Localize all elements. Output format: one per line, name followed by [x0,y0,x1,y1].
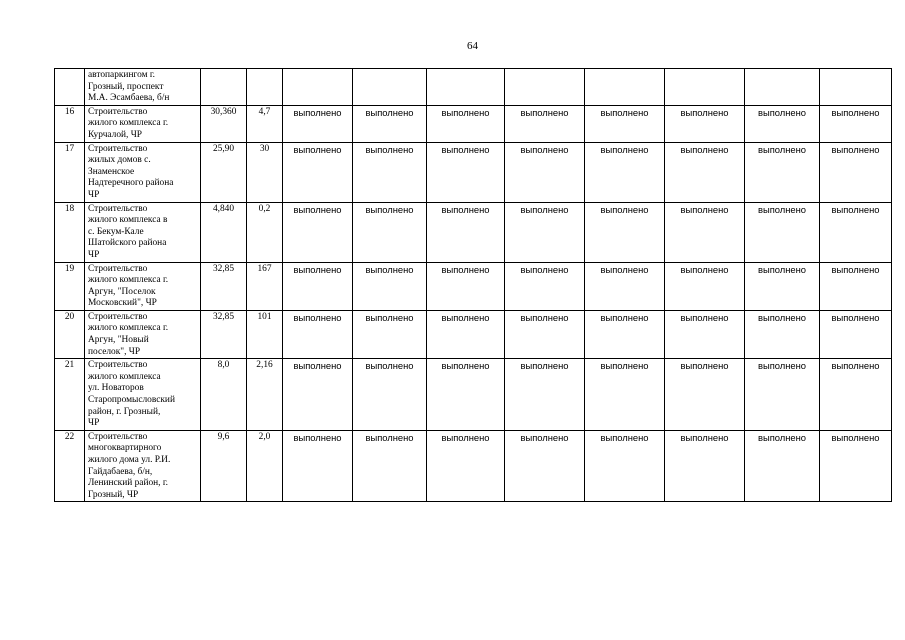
status-cell: выполнено [745,262,820,310]
status-cell [427,69,505,106]
status-cell: выполнено [283,359,353,431]
status-cell: выполнено [427,262,505,310]
table-row [55,105,892,142]
value-cell-2: 4,7 [247,105,283,142]
status-cell: выполнено [745,430,820,502]
project-name-cell [85,202,201,262]
status-cell [820,69,892,106]
value-cell-1: 30,360 [201,105,247,142]
status-cell: выполнено [745,310,820,358]
status-cell: выполнено [585,202,665,262]
status-cell: выполнено [505,359,585,431]
table-row [55,69,892,106]
status-cell: выполнено [353,142,427,202]
status-cell: выполнено [283,142,353,202]
value-cell-1: 32,85 [201,310,247,358]
status-cell: выполнено [283,105,353,142]
table-row [55,310,892,358]
status-cell: выполнено [427,430,505,502]
project-name-text: автопаркингом г. Грозный, проспект М.А. Эсамбаева, б/н [88,70,170,104]
project-name-text: Строительство жилого комплекса в с. Бекум-Кале Шатойского района ЧР [88,203,168,260]
status-cell: выполнено [585,142,665,202]
project-name-cell [85,310,201,358]
status-cell: выполнено [665,310,745,358]
status-cell: выполнено [505,430,585,502]
status-cell: выполнено [820,105,892,142]
status-cell: выполнено [665,142,745,202]
table-row [55,142,892,202]
project-name-text: Строительство жилого комплекса г. Аргун, "Поселок Московский", ЧР [88,263,169,309]
value-cell-1: 25,90 [201,142,247,202]
status-cell: выполнено [505,105,585,142]
value-cell-2: 2,0 [247,430,283,502]
status-cell: выполнено [505,202,585,262]
status-cell: выполнено [427,105,505,142]
construction-table [54,68,892,502]
status-cell: выполнено [505,142,585,202]
status-cell: выполнено [505,262,585,310]
status-cell [665,69,745,106]
status-cell: выполнено [353,359,427,431]
project-name-text: Строительство жилого комплекса г. Аргун, "Новый поселок", ЧР [88,311,169,357]
row-number-cell: 18 [55,202,85,262]
status-cell: выполнено [427,142,505,202]
value-cell-1 [201,69,247,106]
status-cell: выполнено [820,142,892,202]
status-cell: выполнено [820,430,892,502]
status-cell: выполнено [505,310,585,358]
status-cell: выполнено [585,359,665,431]
table-body [55,69,892,502]
status-cell: выполнено [283,310,353,358]
project-name-cell [85,359,201,431]
status-cell: выполнено [585,262,665,310]
status-cell [283,69,353,106]
status-cell: выполнено [585,310,665,358]
status-cell: выполнено [585,430,665,502]
status-cell: выполнено [820,359,892,431]
table-row [55,202,892,262]
value-cell-2: 167 [247,262,283,310]
status-cell: выполнено [665,202,745,262]
status-cell: выполнено [745,202,820,262]
value-cell-1: 9,6 [201,430,247,502]
table-row [55,430,892,502]
page-number: 64 [467,40,478,52]
value-cell-2: 0,2 [247,202,283,262]
value-cell-2: 2,16 [247,359,283,431]
project-name-text: Строительство многоквартирного жилого дома ул. Р.И. Гайдабаева, б/н, Ленинский район, г. Грозный, ЧР [88,431,171,500]
value-cell-2: 30 [247,142,283,202]
project-name-cell [85,105,201,142]
project-name-text: Строительство жилого комплекса г. Курчалой, ЧР [88,106,169,140]
value-cell-1: 8,0 [201,359,247,431]
status-cell: выполнено [745,105,820,142]
value-cell-1: 4,840 [201,202,247,262]
status-cell: выполнено [353,310,427,358]
status-cell: выполнено [353,430,427,502]
project-name-cell [85,262,201,310]
status-cell: выполнено [820,262,892,310]
status-cell: выполнено [665,359,745,431]
status-cell: выполнено [427,310,505,358]
table-row [55,262,892,310]
value-cell-2 [247,69,283,106]
status-cell: выполнено [283,202,353,262]
status-cell: выполнено [353,262,427,310]
status-cell: выполнено [283,262,353,310]
row-number-cell: 21 [55,359,85,431]
status-cell: выполнено [665,105,745,142]
status-cell: выполнено [353,105,427,142]
project-name-cell [85,430,201,502]
status-cell: выполнено [353,202,427,262]
row-number-cell: 17 [55,142,85,202]
status-cell: выполнено [665,430,745,502]
status-cell: выполнено [427,359,505,431]
status-cell: выполнено [283,430,353,502]
status-cell: выполнено [585,105,665,142]
project-name-text: Строительство жилого комплекса ул. Новаторов Старопромысловский район, г. Грозный, ЧР [88,360,175,429]
value-cell-2: 101 [247,310,283,358]
status-cell [353,69,427,106]
status-cell: выполнено [745,142,820,202]
status-cell: выполнено [427,202,505,262]
status-cell: выполнено [820,310,892,358]
row-number-cell: 16 [55,105,85,142]
status-cell: выполнено [820,202,892,262]
row-number-cell [55,69,85,106]
value-cell-1: 32,85 [201,262,247,310]
table-row [55,359,892,431]
row-number-cell: 22 [55,430,85,502]
project-name-text: Строительство жилых домов с. Знаменское Надтеречного района ЧР [88,143,174,200]
status-cell: выполнено [665,262,745,310]
status-cell [745,69,820,106]
row-number-cell: 20 [55,310,85,358]
row-number-cell: 19 [55,262,85,310]
project-name-cell [85,142,201,202]
status-cell: выполнено [745,359,820,431]
status-cell [505,69,585,106]
project-name-cell [85,69,201,106]
status-cell [585,69,665,106]
